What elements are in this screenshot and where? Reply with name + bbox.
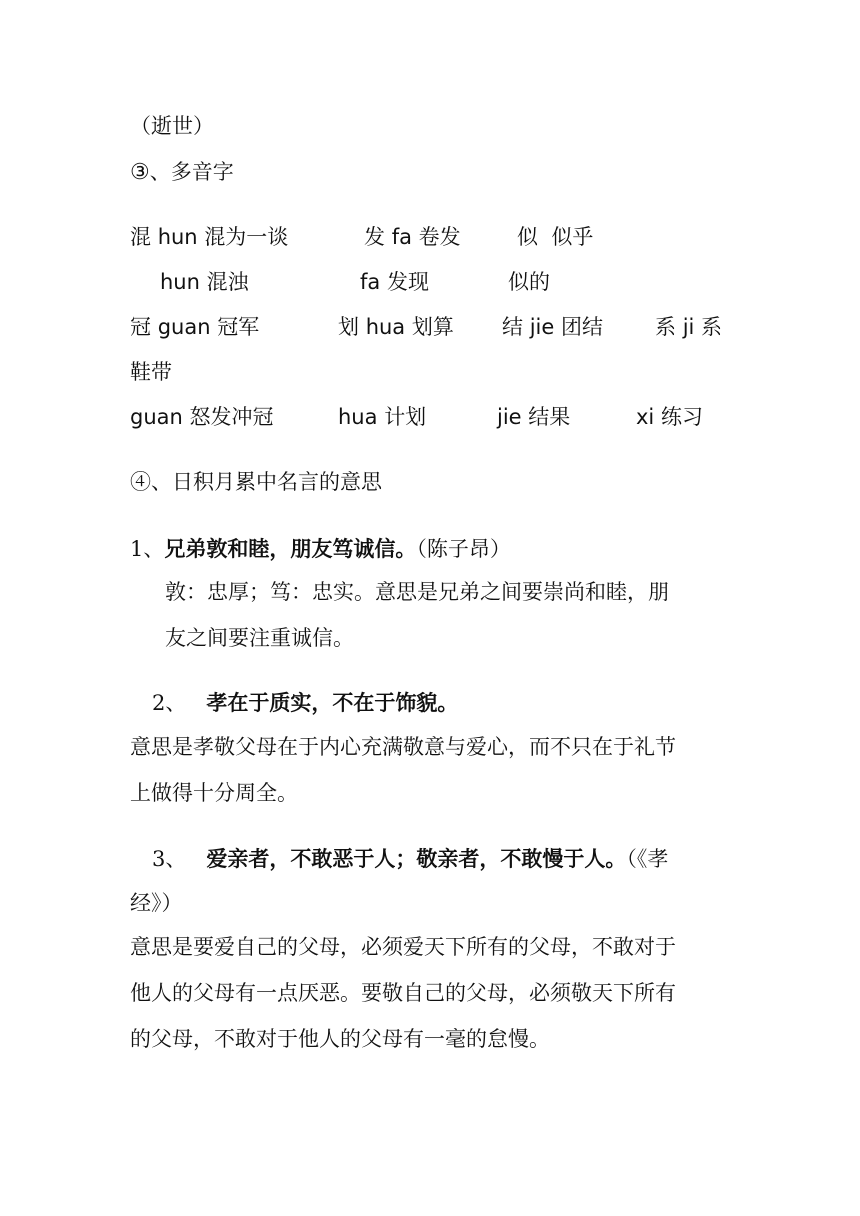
pinyin: hua (338, 405, 378, 429)
pinyin: hun (157, 225, 198, 249)
quote-3-meaning-line-3: 的父母，不敢对于他人的父母有一毫的怠慢。 (130, 1027, 550, 1051)
pinyin: xi (636, 405, 655, 429)
polyphone-row1-col1 (130, 223, 288, 251)
quote-1 (130, 535, 511, 563)
word: 发现 (386, 270, 429, 294)
quote-number: 1、 (130, 537, 165, 561)
char: 系 (655, 315, 676, 339)
quote-text: 兄弟敦和睦，朋友笃诚信。 (164, 536, 417, 561)
char: 似 (517, 225, 538, 249)
section-3-title: 、多音字 (149, 160, 234, 184)
pinyin: ji (682, 315, 695, 339)
quote-2-meaning-line-1: 意思是孝敬父母在于内心充满敬意与爱心，而不只在于礼节 (130, 735, 676, 759)
char: 结 (502, 315, 523, 339)
quote-3-meaning-line-1: 意思是要爱自己的父母，必须爱天下所有的父母，不敢对于 (130, 935, 676, 959)
word: 练习 (660, 405, 703, 429)
section-3-heading (130, 158, 234, 187)
polyphone-row4-col3 (497, 403, 570, 431)
pinyin: guan (157, 315, 211, 339)
pinyin: fa (391, 225, 412, 249)
word: 冠军 (217, 315, 260, 339)
quote-number: 2、 (152, 691, 187, 715)
previous-line: （逝世） (130, 114, 214, 138)
quote-text: 孝在于质实，不在于饰貌。 (206, 690, 459, 715)
word: 似的 (508, 270, 550, 294)
circled-3-marker: ③ (130, 160, 150, 185)
quote-3-source-end: 经》） (130, 891, 183, 915)
quote-text: 爱亲者，不敢恶于人；敬亲者，不敢慢于人。 (206, 846, 627, 871)
quote-source: （陈子昂） (416, 537, 511, 561)
quote-2 (152, 689, 458, 717)
word: 似乎 (551, 225, 594, 249)
word: 混为一谈 (204, 225, 289, 249)
pinyin: guan (130, 405, 183, 429)
word: 划算 (411, 315, 454, 339)
char: 冠 (130, 315, 151, 339)
polyphone-row2-col2 (360, 268, 429, 296)
polyphone-row3-col1 (130, 313, 259, 341)
word: 卷发 (418, 225, 461, 249)
word: 计划 (384, 405, 427, 429)
char: 发 (364, 225, 385, 249)
polyphone-row4-col1 (130, 403, 274, 431)
char: 划 (338, 315, 359, 339)
polyphone-row3-col4 (655, 313, 722, 341)
pinyin: jie (529, 315, 555, 339)
quote-2-meaning-line-2: 上做得十分周全。 (130, 781, 298, 805)
polyphone-row1-col2 (364, 223, 461, 251)
polyphone-row3-col3 (502, 313, 603, 341)
word: 系 (701, 315, 723, 339)
word: 结果 (528, 405, 571, 429)
polyphone-row3-col2 (338, 313, 454, 341)
quote-3-meaning-line-2: 他人的父母有一点厌恶。要敬自己的父母，必须敬天下所有 (130, 981, 676, 1005)
polyphone-row4-col4 (636, 403, 703, 431)
polyphone-row4-col2 (338, 403, 426, 431)
pinyin: jie (497, 405, 522, 429)
polyphone-row2-col1 (160, 268, 249, 296)
word: 团结 (560, 315, 603, 339)
quote-1-meaning-line-2: 友之间要注重诚信。 (165, 626, 354, 650)
quote-1-meaning-line-1: 敦：忠厚；笃：忠实。意思是兄弟之间要崇尚和睦，朋 (165, 580, 669, 604)
polyphone-row1-col3 (517, 223, 593, 251)
polyphone-row3-continuation: 鞋带 (130, 360, 172, 384)
word: 怒发冲冠 (189, 405, 274, 429)
quote-3 (152, 845, 668, 873)
quote-source-start: （《孝 (626, 847, 669, 871)
pinyin: hun (160, 270, 200, 294)
word: 混浊 (206, 270, 249, 294)
polyphone-row2-col3 (508, 268, 550, 296)
char: 混 (130, 225, 151, 249)
quote-number: 3、 (152, 847, 187, 871)
pinyin: hua (365, 315, 406, 339)
pinyin: fa (360, 270, 381, 294)
section-4-title: ④、日积月累中名言的意思 (130, 470, 382, 494)
